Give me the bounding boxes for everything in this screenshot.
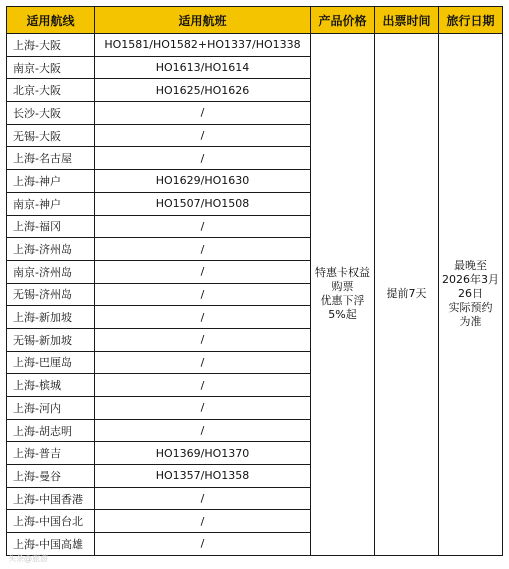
price-cell-line: 优惠下浮 — [320, 294, 365, 308]
route-cell: 上海-中国台北 — [7, 510, 95, 533]
flight-cell: / — [95, 510, 311, 533]
route-cell: 上海-河内 — [7, 397, 95, 420]
flight-cell: / — [95, 533, 311, 556]
travel-date-cell-line: 26日 — [458, 287, 483, 301]
route-cell: 长沙-大阪 — [7, 102, 95, 125]
flight-cell: / — [95, 351, 311, 374]
flight-cell: / — [95, 397, 311, 420]
route-cell: 上海-中国香港 — [7, 487, 95, 510]
ticketing-cell — [375, 34, 439, 556]
route-cell: 上海-神户 — [7, 170, 95, 193]
flight-cell: / — [95, 328, 311, 351]
route-cell: 上海-名古屋 — [7, 147, 95, 170]
route-cell: 上海-福冈 — [7, 215, 95, 238]
route-cell: 上海-巴厘岛 — [7, 351, 95, 374]
price-cell-line: 5%起 — [328, 308, 357, 322]
route-cell: 上海-槟城 — [7, 374, 95, 397]
flight-cell: HO1357/HO1358 — [95, 465, 311, 488]
flight-cell: HO1613/HO1614 — [95, 56, 311, 79]
travel-date-cell-line: 实际预约 — [448, 301, 493, 315]
flight-cell: / — [95, 283, 311, 306]
flight-cell: HO1625/HO1626 — [95, 79, 311, 102]
route-cell: 无锡-新加坡 — [7, 328, 95, 351]
header-travel-date: 旅行日期 — [439, 7, 503, 34]
flight-cell: / — [95, 102, 311, 125]
route-table — [6, 6, 503, 556]
travel-date-cell-line: 2026年3月 — [442, 273, 499, 287]
route-cell: 北京-大阪 — [7, 79, 95, 102]
flight-cell: HO1629/HO1630 — [95, 170, 311, 193]
table-row — [7, 34, 503, 57]
route-cell: 上海-中国高雄 — [7, 533, 95, 556]
flight-cell: / — [95, 419, 311, 442]
flight-cell: HO1507/HO1508 — [95, 192, 311, 215]
route-cell: 南京-大阪 — [7, 56, 95, 79]
header-row — [7, 7, 503, 34]
flight-cell: / — [95, 124, 311, 147]
header-flight: 适用航班 — [95, 7, 311, 34]
flight-cell: / — [95, 306, 311, 329]
flight-cell: HO1369/HO1370 — [95, 442, 311, 465]
route-cell: 上海-胡志明 — [7, 419, 95, 442]
travel-date-cell-line: 最晚至 — [454, 259, 487, 273]
flight-cell: / — [95, 215, 311, 238]
route-cell: 上海-大阪 — [7, 34, 95, 57]
flight-cell: HO1581/HO1582+HO1337/HO1338 — [95, 34, 311, 57]
flight-cell: / — [95, 260, 311, 283]
route-cell: 上海-曼谷 — [7, 465, 95, 488]
travel-date-cell-line: 为准 — [459, 315, 482, 329]
price-cell-line: 购票 — [331, 280, 354, 294]
flight-cell: / — [95, 487, 311, 510]
table-body — [7, 34, 503, 556]
flight-cell: / — [95, 374, 311, 397]
flight-cell: / — [95, 147, 311, 170]
route-cell: 南京-济州岛 — [7, 260, 95, 283]
ticketing-cell-line: 提前7天 — [386, 287, 427, 301]
price-cell — [311, 34, 375, 556]
route-cell: 上海-新加坡 — [7, 306, 95, 329]
route-cell: 南京-神户 — [7, 192, 95, 215]
route-cell: 上海-济州岛 — [7, 238, 95, 261]
flight-cell: / — [95, 238, 311, 261]
travel-date-cell — [439, 34, 503, 556]
price-cell-line: 特惠卡权益 — [315, 266, 370, 280]
route-cell: 上海-普吉 — [7, 442, 95, 465]
header-ticketing: 出票时间 — [375, 7, 439, 34]
route-cell: 无锡-大阪 — [7, 124, 95, 147]
route-cell: 无锡-济州岛 — [7, 283, 95, 306]
watermark: 头条@旅游 — [8, 554, 48, 563]
header-route: 适用航线 — [7, 7, 95, 34]
header-price: 产品价格 — [311, 7, 375, 34]
